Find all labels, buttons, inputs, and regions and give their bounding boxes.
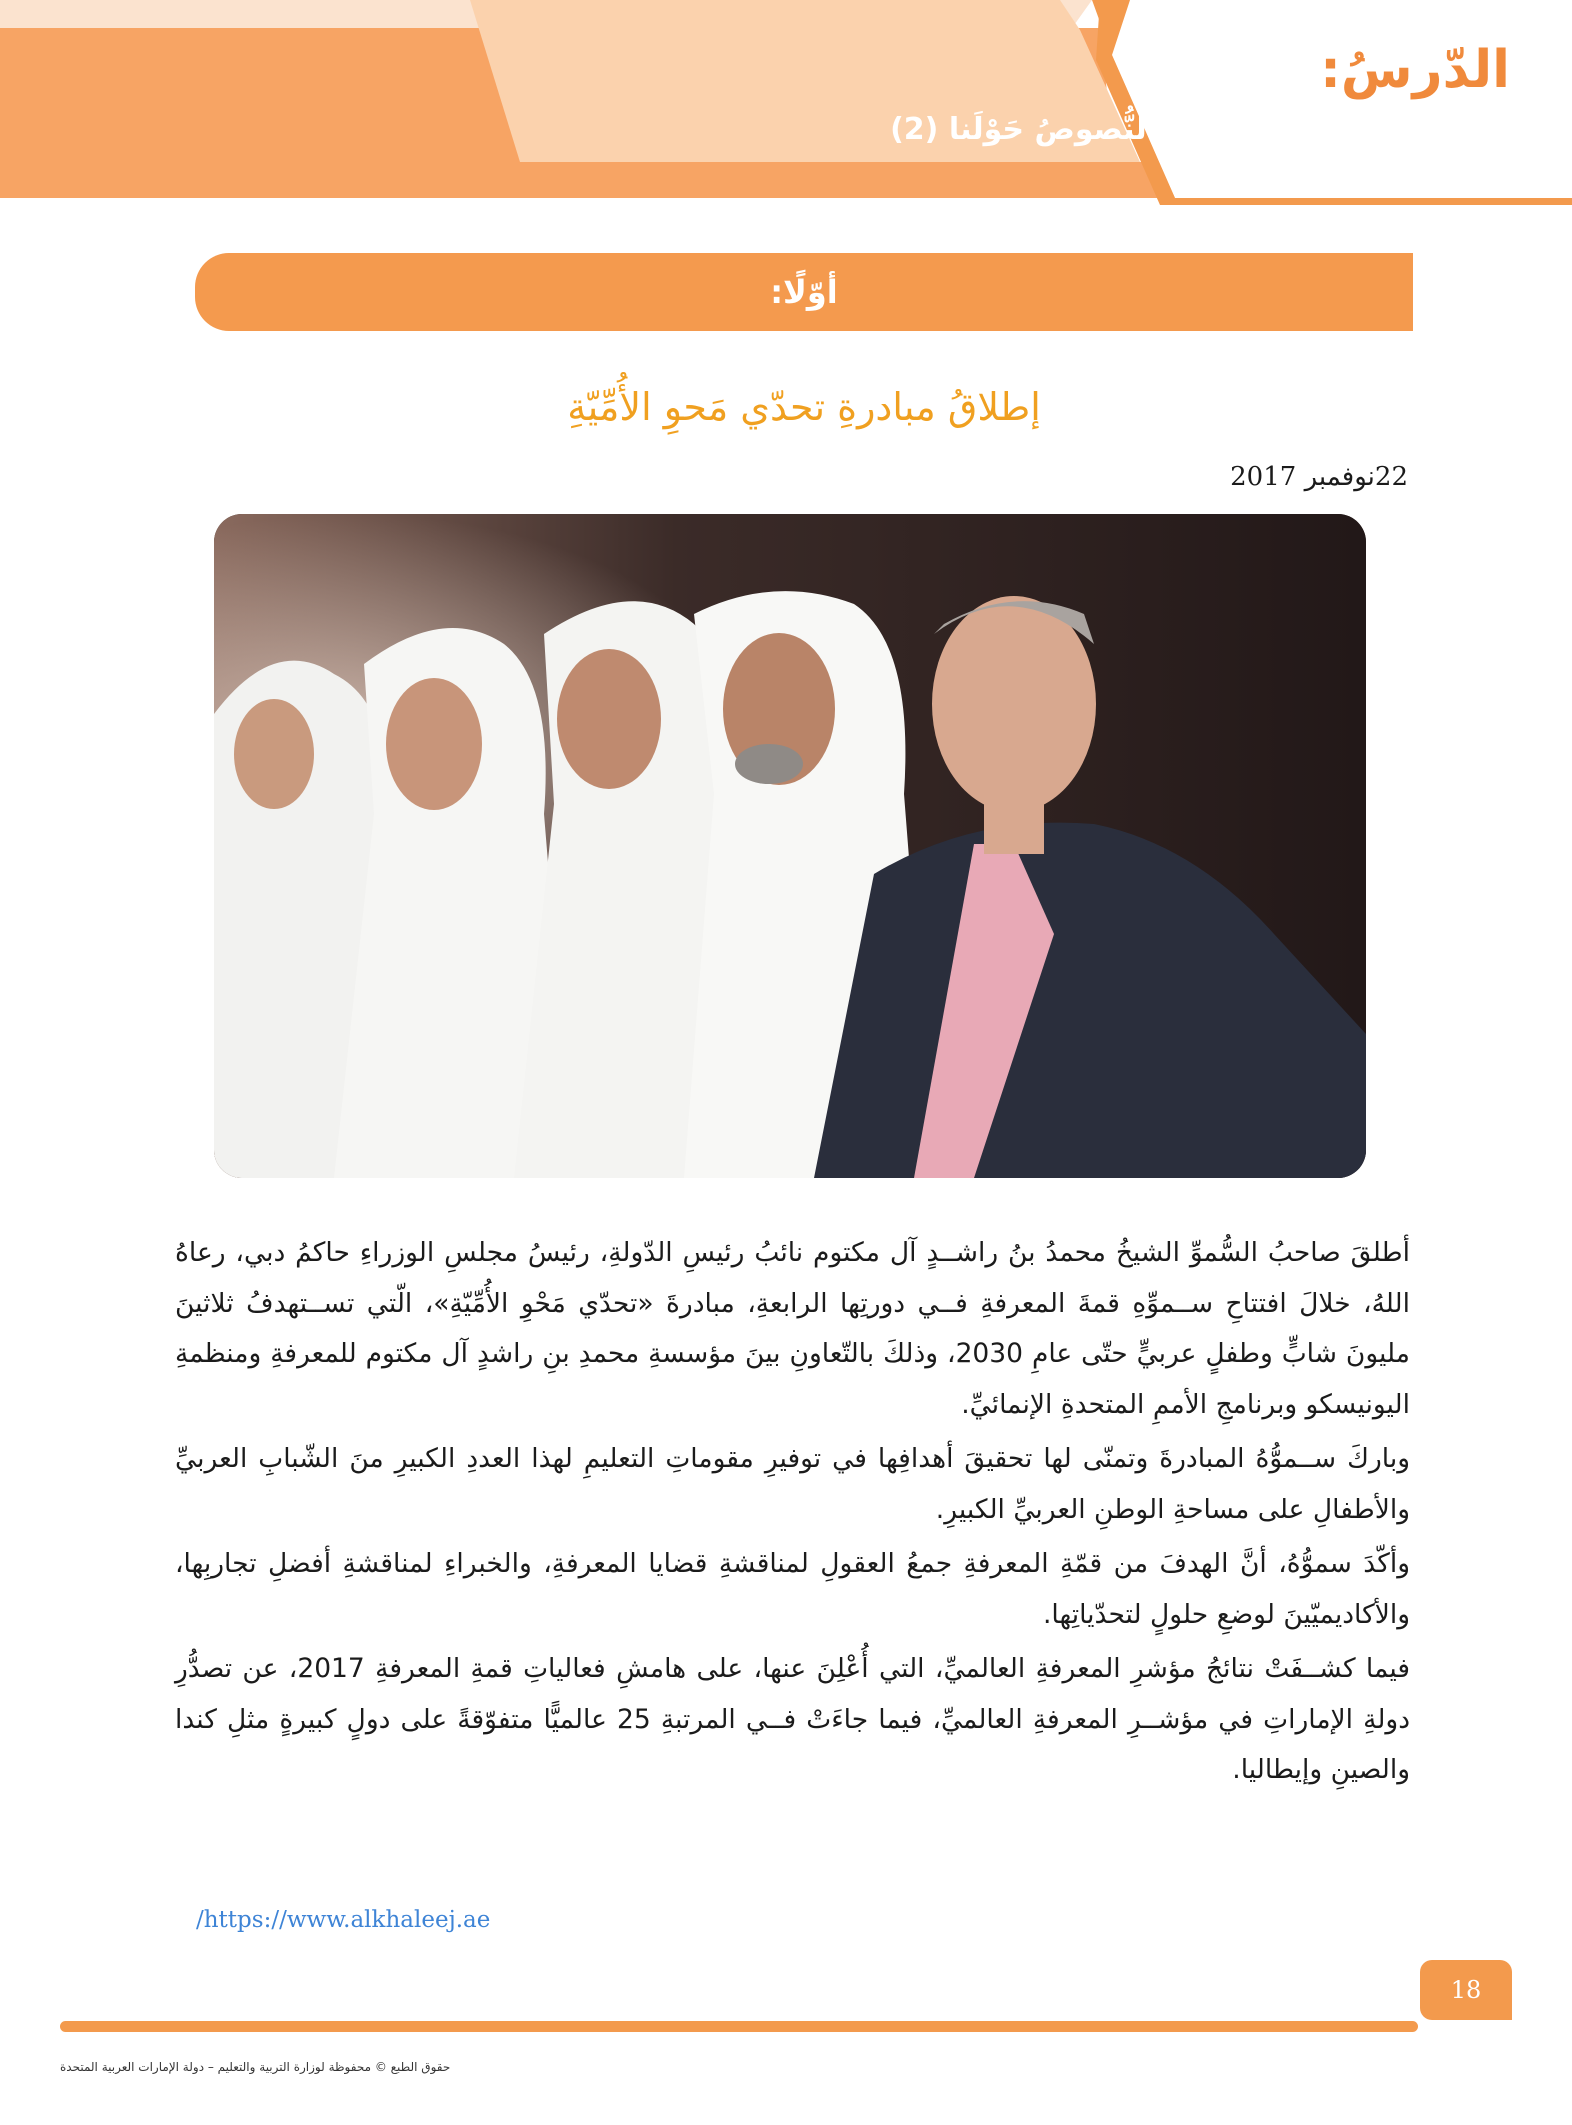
footer-divider [60, 2021, 1418, 2032]
section-title: أوّلًا: [770, 273, 838, 311]
header-decoration [0, 0, 1572, 205]
lesson-subtitle: النُّصوصُ حَوْلَنا (2) [890, 112, 1157, 147]
section-bar [195, 253, 1413, 331]
article-paragraph: أطلقَ صاحبُ السُّموِّ الشيخُ محمدُ بنُ راشــدٍ آل مكتوم نائبُ رئيسِ الدّولةِ، رئيسُ مجلسِ الوزراءِ حاكمُ دبي، رعاهُ اللهُ، خلالَ افتتاحِ ســموِّهِ قمةَ المعرفةِ فــي دورتِها الرابعةِ، مبادرةَ «تحدّي مَحْوِ الأُمِّيّةِ»، الّتي تســتهدفُ ثلاثينَ مليونَ شابٍّ وطفلٍ عربيٍّ حتّى عامِ 2030، وذلكَ بالتّعاونِ بينَ مؤسسةِ محمدِ بنِ راشدٍ آل مكتوم للمعرفةِ ومنظمةِ اليونيسكو وبرنامجِ الأممِ المتحدةِ الإنمائيِّ. [175, 1237, 1410, 1420]
article-date: 22نوفمبر 2017 [1230, 462, 1408, 492]
article-paragraph: فيما كشــفَتْ نتائجُ مؤشرِ المعرفةِ العالميِّ، التي أُعْلِنَ عنها، على هامشِ فعالياتِ قمةِ المعرفةِ 2017، عن تصدُّرِ دولةِ الإماراتِ في مؤشــرِ المعرفةِ العالميِّ، فيما جاءَتْ فــي المرتبةِ 25 عالميًّا متفوّقةً على دولٍ كبيرةٍ مثلِ كندا والصينِ وإيطاليا. [175, 1653, 1410, 1785]
source-link[interactable]: /https://www.alkhaleej.ae [196, 1907, 491, 1933]
lesson-label: الدّرسُ: [1320, 40, 1510, 100]
page-number: 18 [1450, 1976, 1482, 2004]
article-body [175, 1228, 1410, 1800]
article-photo [214, 514, 1366, 1178]
article-paragraph: وباركَ ســموُّهُ المبادرةَ وتمنّى لها تحقيقَ أهدافِها في توفيرِ مقوماتِ التعليمِ لهذا العددِ الكبيرِ منَ الشّبابِ العربيِّ والأطفالِ على مساحةِ الوطنِ العربيِّ الكبيرِ. [175, 1443, 1410, 1525]
page-number-tab [1420, 1960, 1512, 2020]
article-title: إطلاقُ مبادرةِ تحدّي مَحوِ الأُمِّيّةِ [567, 385, 1041, 429]
article-paragraph: وأكّدَ سموُّهُ، أنَّ الهدفَ من قمّةِ المعرفةِ جمعُ العقولِ لمناقشةِ قضايا المعرفةِ، والخبراءِ لمناقشةِ أفضلِ تجاربِها، والأكاديميّينَ لوضعِ حلولٍ لتحدّياتِها. [175, 1548, 1410, 1630]
copyright-text: حقوق الطبع © محفوظة لوزارة التربية والتعليم – دولة الإمارات العربية المتحدة [60, 2060, 451, 2074]
